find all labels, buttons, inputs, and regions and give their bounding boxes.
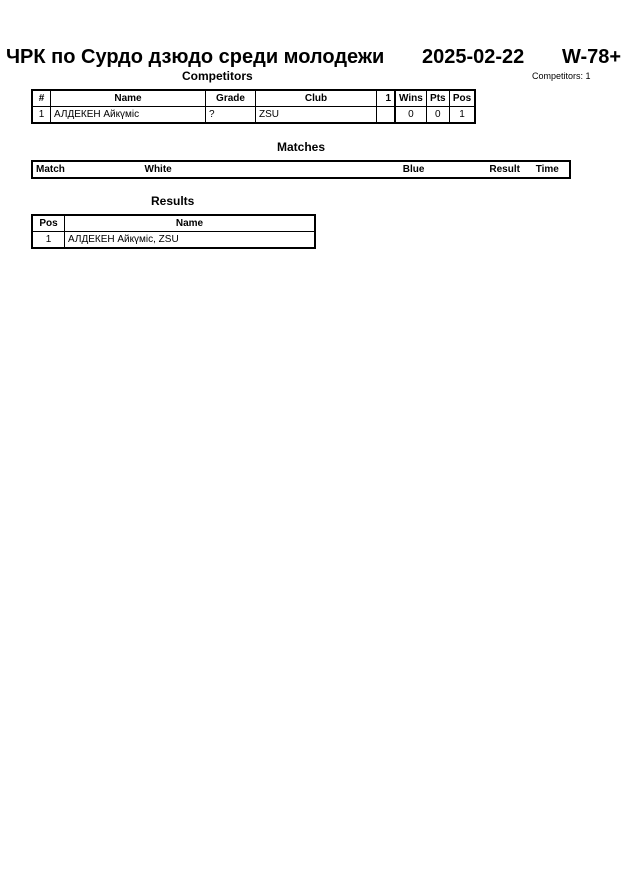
col-num: # <box>32 90 51 107</box>
results-heading: Results <box>151 194 195 208</box>
col-pts: Pts <box>426 90 449 107</box>
col-blue: Blue <box>400 161 487 178</box>
page-title <box>0 42 630 72</box>
col-wins: Wins <box>395 90 426 107</box>
col-time: Time <box>533 161 570 178</box>
cell-pos: 1 <box>32 232 65 249</box>
results-header-row <box>32 215 315 232</box>
competitors-count: Competitors: 1 <box>532 71 591 81</box>
cell-name: АЛДЕКЕН Айкүміс, ZSU <box>65 232 316 249</box>
table-row <box>32 232 315 249</box>
col-result: Result <box>486 161 532 178</box>
col-pos: Pos <box>449 90 475 107</box>
col-white: White <box>100 161 400 178</box>
cell-club: ZSU <box>256 107 377 124</box>
matches-heading: Matches <box>277 140 326 154</box>
table-row <box>32 107 475 124</box>
event-name: ЧРК по Сурдо дзюдо среди молодежи <box>6 46 385 68</box>
cell-name: АЛДЕКЕН Айкүміс <box>51 107 206 124</box>
competitors-table <box>31 89 476 124</box>
cell-round-1 <box>377 107 396 124</box>
results-table <box>31 214 316 249</box>
col-round-1: 1 <box>377 90 396 107</box>
cell-pos: 1 <box>449 107 475 124</box>
col-pos: Pos <box>32 215 65 232</box>
competitors-heading: Competitors <box>182 69 253 83</box>
competitors-header-row <box>32 90 475 107</box>
col-club: Club <box>256 90 377 107</box>
cell-num: 1 <box>32 107 51 124</box>
cell-wins: 0 <box>395 107 426 124</box>
weight-category: W-78+ <box>562 46 622 68</box>
matches-header-row <box>32 161 570 178</box>
event-date: 2025-02-22 <box>422 46 525 68</box>
col-grade: Grade <box>206 90 256 107</box>
cell-pts: 0 <box>426 107 449 124</box>
col-name: Name <box>51 90 206 107</box>
cell-grade: ? <box>206 107 256 124</box>
matches-table <box>31 160 571 179</box>
col-name: Name <box>65 215 316 232</box>
col-match: Match <box>32 161 100 178</box>
